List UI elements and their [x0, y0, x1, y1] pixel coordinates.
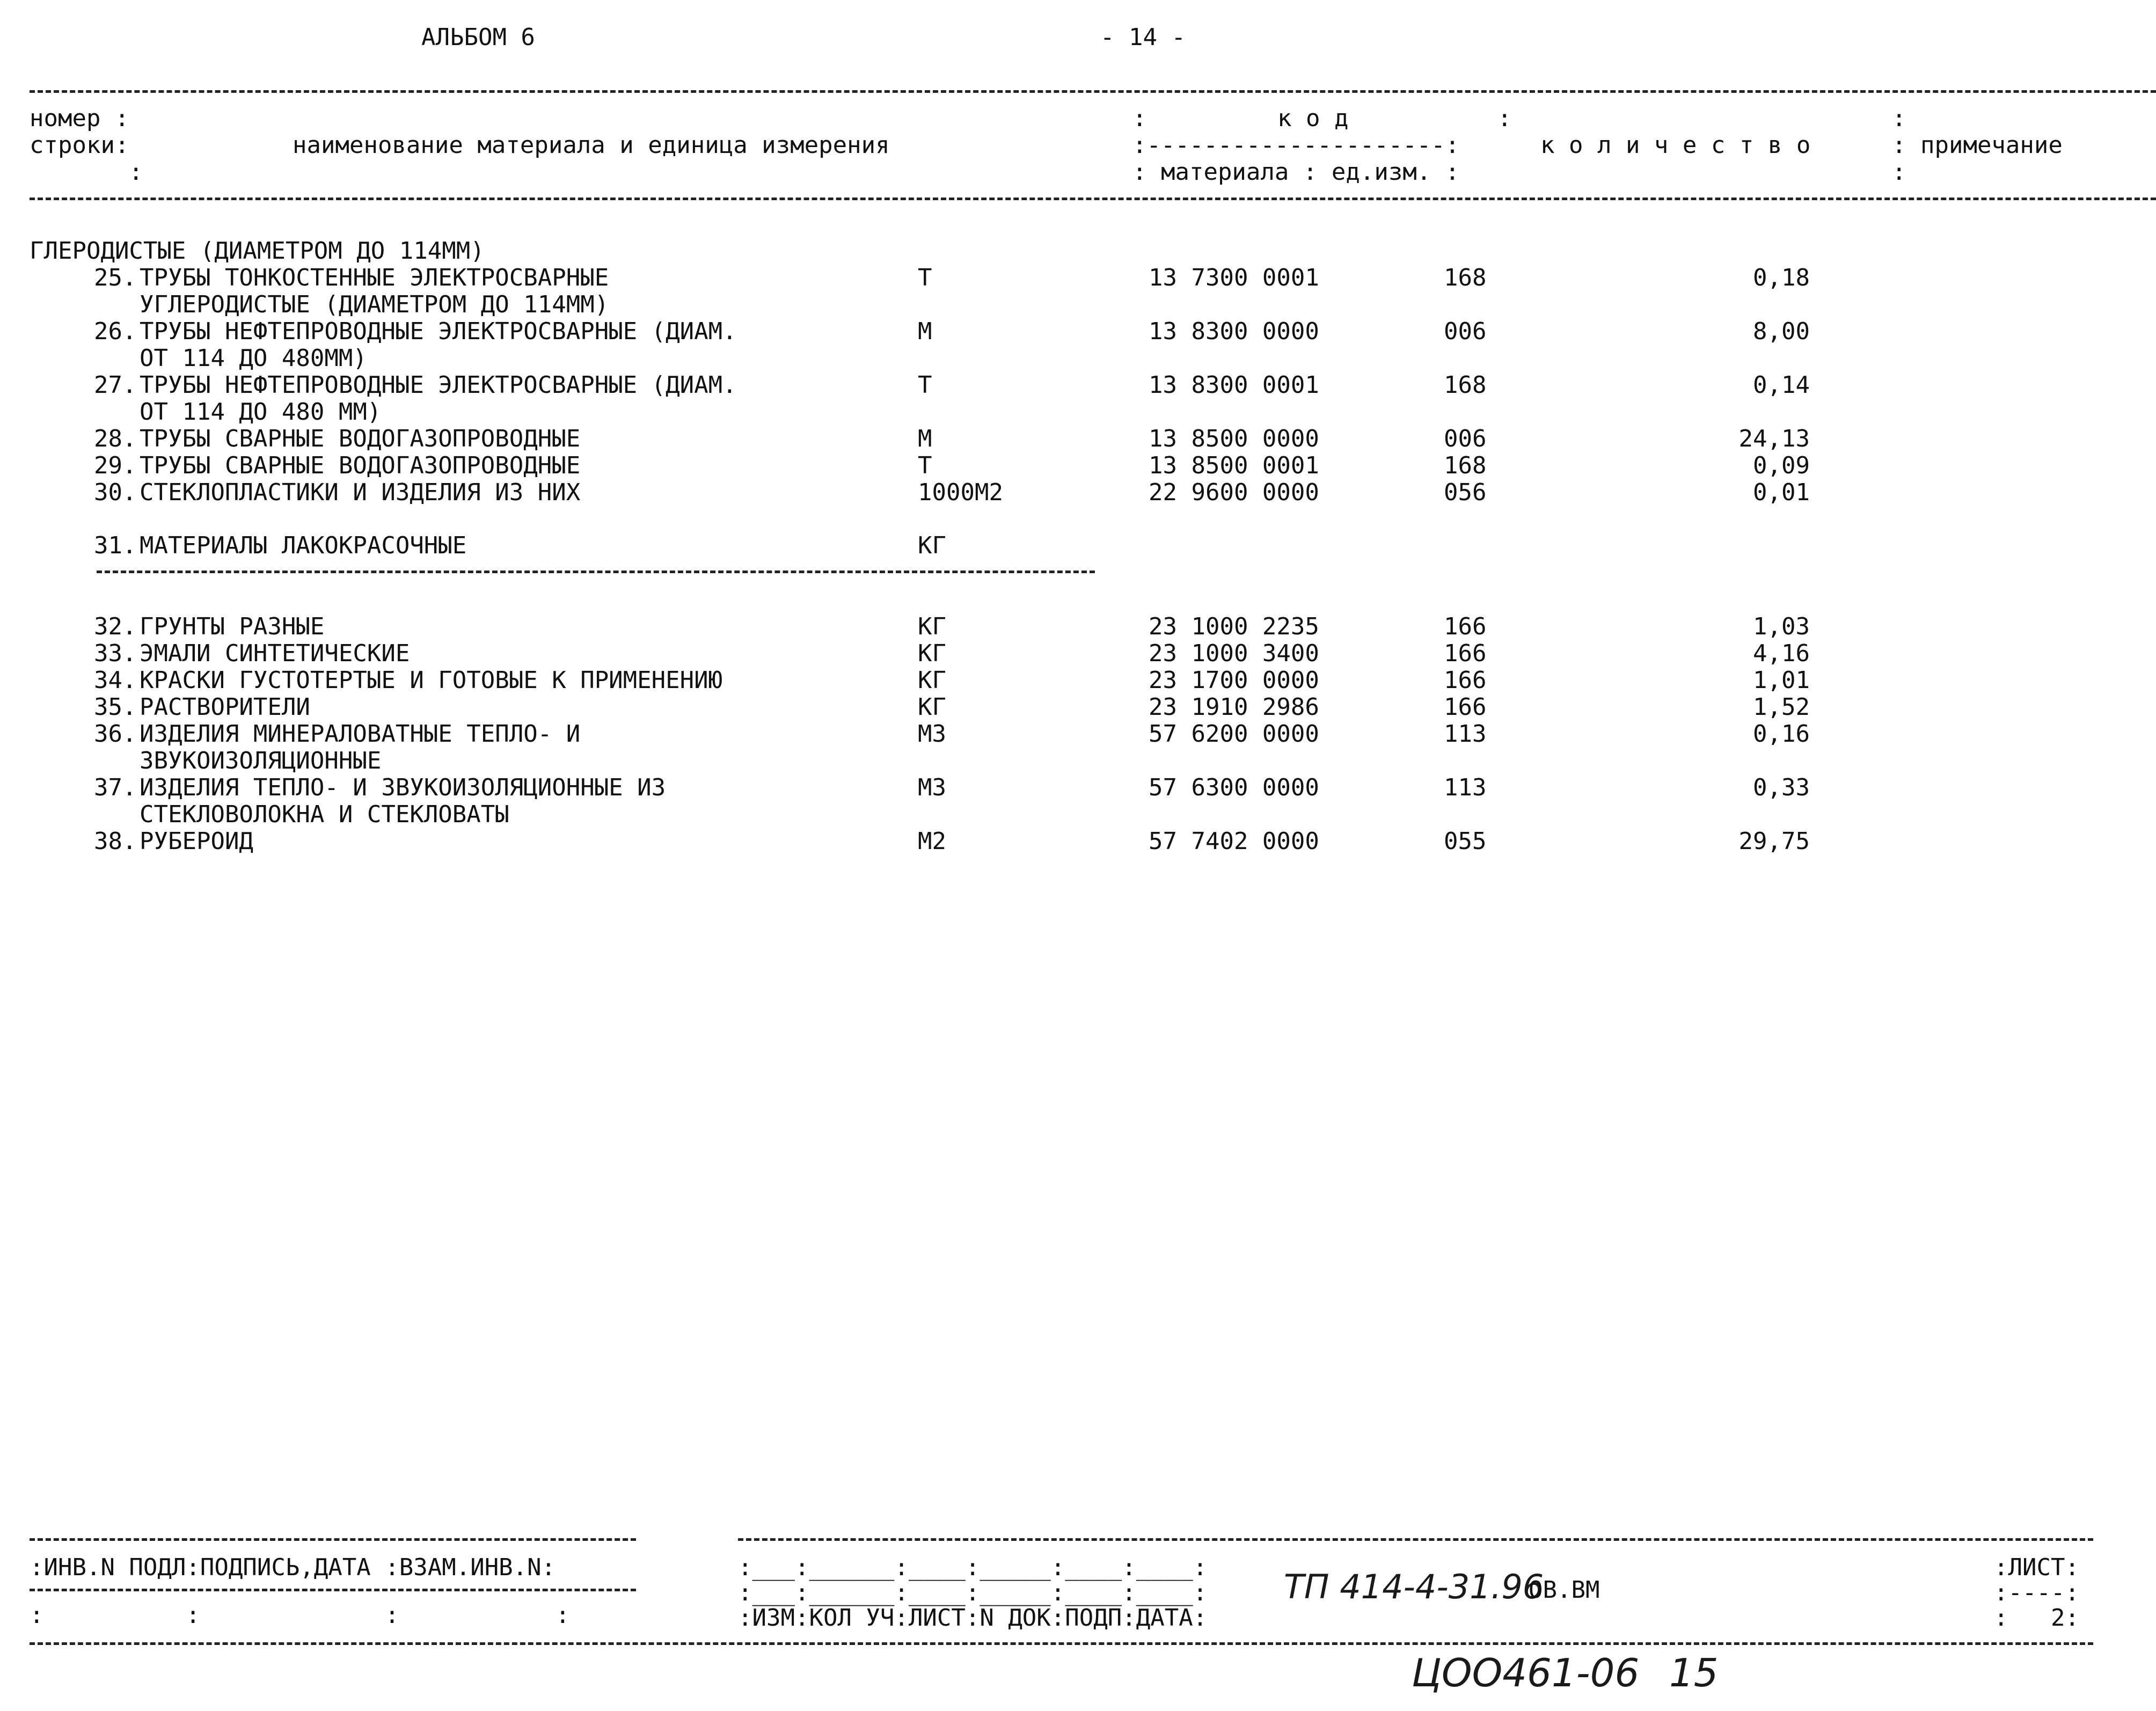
unit: Т: [918, 371, 932, 399]
quantity: 1,01: [1753, 667, 1810, 694]
unit-code: 166: [1444, 640, 1487, 667]
note-header: : примечание: [1892, 131, 2063, 159]
note-header-colon-bottom: :: [1892, 158, 1906, 186]
table-row-continuation: [0, 345, 2156, 372]
material-code: 13 8300 0000: [1149, 318, 1319, 345]
table-row-continuation: [0, 748, 2156, 774]
table-row: [0, 774, 2156, 801]
code-header-title: к о д: [1277, 105, 1349, 132]
section-underline: [97, 571, 1095, 573]
table-row-continuation: [0, 399, 2156, 426]
quantity: 4,16: [1753, 640, 1810, 667]
quantity: 1,03: [1753, 613, 1810, 640]
unit-code: 166: [1444, 693, 1487, 721]
note-header-colon-top: :: [1892, 105, 1906, 132]
row-number-header-line2: строки:: [30, 131, 129, 159]
material-code: 23 1700 0000: [1149, 667, 1319, 694]
code-subheaders: : материала : ед.изм. :: [1132, 158, 1460, 186]
material-name: РАСТВОРИТЕЛИ: [140, 693, 310, 721]
stamp-revision-row2: :___:______:____:_____:____:____:: [738, 1579, 1208, 1606]
doc-code-suffix: ОВ.ВМ: [1529, 1576, 1600, 1604]
row-number: 29.: [94, 452, 137, 479]
sheet-number: : 2:: [1994, 1604, 2079, 1632]
stamp-left-top-rule: [30, 1538, 636, 1541]
material-name: ТРУБЫ ТОНКОСТЕННЫЕ ЭЛЕКТРОСВАРНЫЕ: [140, 264, 609, 291]
unit: М: [918, 318, 932, 345]
unit-code: 168: [1444, 371, 1487, 399]
table-row: [0, 828, 2156, 855]
row-number-header-line1: номер :: [30, 105, 129, 132]
unit-code: 166: [1444, 667, 1487, 694]
table-row: [0, 640, 2156, 667]
header-top-rule: [30, 90, 2156, 93]
row-number-header-line3: :: [129, 158, 143, 186]
table-row: [0, 721, 2156, 748]
material-name: РУБЕРОИД: [140, 828, 253, 855]
table-row: [0, 426, 2156, 452]
archive-page: 15: [1669, 1650, 1719, 1695]
table-row-continuation: [0, 291, 2156, 318]
unit-code: 168: [1444, 452, 1487, 479]
row-number: 25.: [94, 264, 137, 291]
row-number: 35.: [94, 693, 137, 721]
stamp-revision-row1: :___:______:____:_____:____:____:: [738, 1554, 1208, 1581]
quantity: 0,09: [1753, 452, 1810, 479]
code-header-colon-right: :: [1497, 105, 1512, 132]
quantity: 0,16: [1753, 720, 1810, 748]
row-number: 27.: [94, 371, 137, 399]
table-row: [0, 694, 2156, 721]
unit-code: 113: [1444, 720, 1487, 748]
material-code: 13 8500 0001: [1149, 452, 1319, 479]
doc-code-handwritten: ТП 414-4-31.96: [1284, 1567, 1544, 1606]
material-name: ТРУБЫ СВАРНЫЕ ВОДОГАЗОПРОВОДНЫЕ: [140, 452, 581, 479]
unit: КГ: [918, 532, 946, 559]
unit: КГ: [918, 667, 946, 694]
quantity: 29,75: [1738, 828, 1810, 855]
material-name-continued: СТЕКЛОВОЛОКНА И СТЕКЛОВАТЫ: [140, 801, 509, 828]
material-name: ИЗДЕЛИЯ ТЕПЛО- И ЗВУКОИЗОЛЯЦИОННЫЕ ИЗ: [140, 774, 666, 801]
quantity: 1,52: [1753, 693, 1810, 721]
unit: М: [918, 425, 932, 452]
table-row: [0, 318, 2156, 345]
material-name: ТРУБЫ НЕФТЕПРОВОДНЫЕ ЭЛЕКТРОСВАРНЫЕ (ДИАМ.: [140, 318, 737, 345]
table-row: [0, 479, 2156, 506]
unit: М3: [918, 774, 946, 801]
material-code: 57 7402 0000: [1149, 828, 1319, 855]
unit-code: 006: [1444, 425, 1487, 452]
unit: 1000М2: [918, 479, 1003, 506]
material-code: 57 6300 0000: [1149, 774, 1319, 801]
row-number: 33.: [94, 640, 137, 667]
table-row: [0, 372, 2156, 399]
row-number: 37.: [94, 774, 137, 801]
quantity: 0,18: [1753, 264, 1810, 291]
material-name-header: наименование материала и единица измерения: [293, 131, 890, 159]
unit: КГ: [918, 693, 946, 721]
quantity: 0,14: [1753, 371, 1810, 399]
code-header-separator: :---------------------:: [1132, 131, 1460, 159]
row-number: 26.: [94, 318, 137, 345]
material-name-continued: ОТ 114 ДО 480ММ): [140, 345, 367, 372]
stamp-left-cells: : : : :: [30, 1602, 570, 1629]
material-code: 23 1000 3400: [1149, 640, 1319, 667]
table-row: [0, 452, 2156, 479]
header-bottom-rule: [30, 198, 2156, 200]
quantity: 0,01: [1753, 479, 1810, 506]
row-number: 34.: [94, 667, 137, 694]
stamp-revision-labels: :ИЗМ:КОЛ УЧ:ЛИСТ:N ДОК:ПОДП:ДАТА:: [738, 1604, 1208, 1632]
section-row: [0, 532, 2156, 559]
material-name: КРАСКИ ГУСТОТЕРТЫЕ И ГОТОВЫЕ К ПРИМЕНЕНИЮ: [140, 667, 723, 694]
material-code: 13 8500 0000: [1149, 425, 1319, 452]
material-name: ТРУБЫ СВАРНЫЕ ВОДОГАЗОПРОВОДНЫЕ: [140, 425, 581, 452]
code-header-colon-left: :: [1132, 105, 1147, 132]
quantity: 8,00: [1753, 318, 1810, 345]
stamp-left-labels: :ИНВ.N ПОДЛ:ПОДПИСЬ,ДАТА :ВЗАМ.ИНВ.N:: [30, 1554, 556, 1581]
material-name: ТРУБЫ НЕФТЕПРОВОДНЫЕ ЭЛЕКТРОСВАРНЫЕ (ДИАМ.: [140, 371, 737, 399]
material-name: ГРУНТЫ РАЗНЫЕ: [140, 613, 325, 640]
material-code: 57 6200 0000: [1149, 720, 1319, 748]
unit-code: 055: [1444, 828, 1487, 855]
stamp-right-top-rule: [738, 1538, 2093, 1541]
archive-number: ЦОО461-06: [1412, 1650, 1640, 1695]
table-row: [0, 265, 2156, 291]
continuation-text: ГЛЕРОДИСТЫЕ (ДИАМЕТРОМ ДО 114ММ): [30, 237, 485, 265]
material-name-continued: ЗВУКОИЗОЛЯЦИОННЫЕ: [140, 747, 382, 774]
unit-code: 056: [1444, 479, 1487, 506]
unit: КГ: [918, 613, 946, 640]
material-code: 13 8300 0001: [1149, 371, 1319, 399]
table-row: [0, 613, 2156, 640]
unit: М2: [918, 828, 946, 855]
unit-code: 166: [1444, 613, 1487, 640]
table-row: [0, 667, 2156, 694]
row-number: 30.: [94, 479, 137, 506]
sheet-label: :ЛИСТ:: [1994, 1554, 2079, 1581]
page-number: - 14 -: [1100, 24, 1186, 51]
unit: Т: [918, 264, 932, 291]
row-number: 31.: [94, 532, 137, 559]
unit-code: 006: [1444, 318, 1487, 345]
stamp-left-mid-rule: [30, 1589, 636, 1591]
material-name: ИЗДЕЛИЯ МИНЕРАЛОВАТНЫЕ ТЕПЛО- И: [140, 720, 581, 748]
row-number: 38.: [94, 828, 137, 855]
quantity: 0,33: [1753, 774, 1810, 801]
material-code: 23 1000 2235: [1149, 613, 1319, 640]
unit-code: 168: [1444, 264, 1487, 291]
row-number: 36.: [94, 720, 137, 748]
material-code: 13 7300 0001: [1149, 264, 1319, 291]
material-code: 23 1910 2986: [1149, 693, 1319, 721]
quantity-header: к о л и ч е с т в о: [1540, 131, 1811, 159]
unit: КГ: [918, 640, 946, 667]
material-name: ЭМАЛИ СИНТЕТИЧЕСКИЕ: [140, 640, 410, 667]
quantity: 24,13: [1738, 425, 1810, 452]
table-row-continuation: [0, 801, 2156, 828]
unit: М3: [918, 720, 946, 748]
unit-code: 113: [1444, 774, 1487, 801]
album-label: АЛЬБОМ 6: [421, 24, 535, 51]
unit: Т: [918, 452, 932, 479]
material-name-continued: ОТ 114 ДО 480 ММ): [140, 398, 382, 426]
section-title: МАТЕРИАЛЫ ЛАКОКРАСОЧНЫЕ: [140, 532, 467, 559]
material-name-continued: УГЛЕРОДИСТЫЕ (ДИАМЕТРОМ ДО 114ММ): [140, 291, 609, 318]
row-number: 32.: [94, 613, 137, 640]
row-number: 28.: [94, 425, 137, 452]
material-name: СТЕКЛОПЛАСТИКИ И ИЗДЕЛИЯ ИЗ НИХ: [140, 479, 581, 506]
material-code: 22 9600 0000: [1149, 479, 1319, 506]
sheet-separator: :----:: [1994, 1579, 2079, 1606]
stamp-bottom-rule: [30, 1642, 2093, 1645]
